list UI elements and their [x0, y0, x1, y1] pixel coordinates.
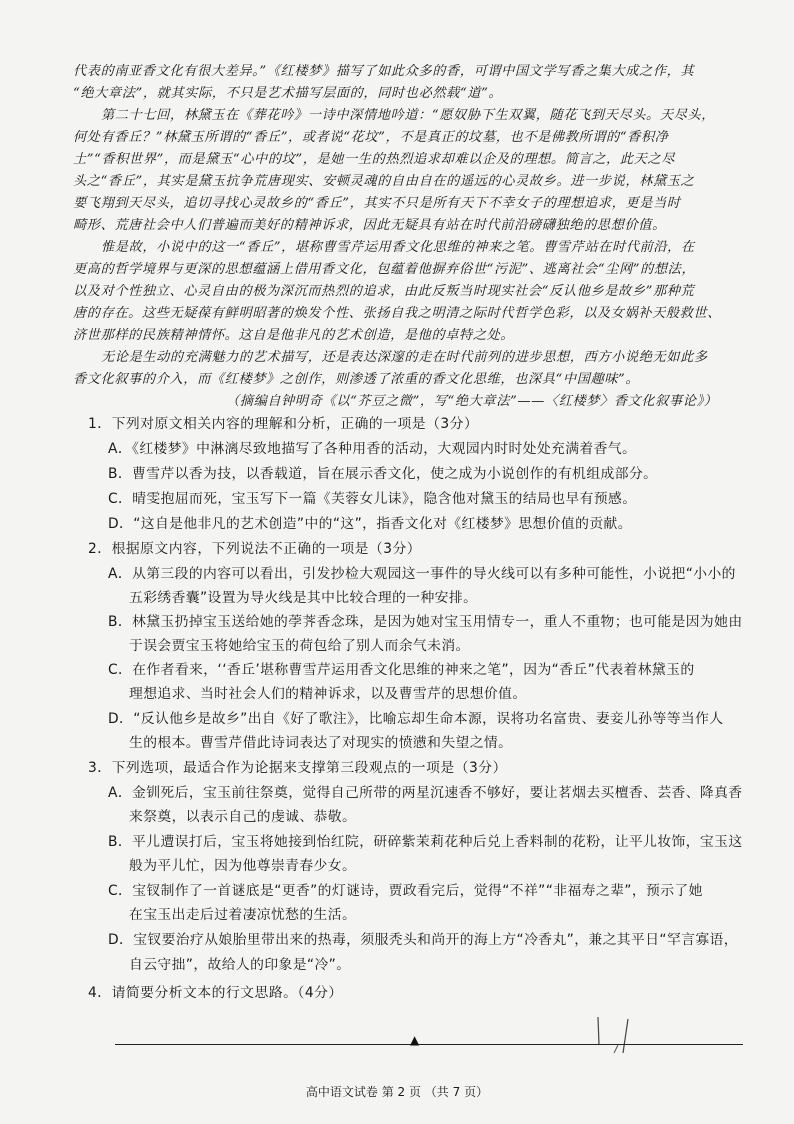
option-d: D．“反认他乡是故乡”出自《好了歌注》，比喻忘却生命本源，误将功名富贵、妻妾儿孙等等当作人 [108, 711, 724, 727]
option-c: C．在作者看来，‘‘香丘’堪称曹雪芹运用香文化思维的神来之笔”，因为“香丘”代表着林黛玉的 [108, 662, 695, 678]
question-stem: 3．下列选项，最适合作为论据来支撑第三段观点的一项是（3分） [88, 760, 507, 776]
option-a: A．金钏死后，宝玉前往祭奠，觉得自己所带的两星沉速香不够好，要让茗烟去买檀香、芸香、降真香 [108, 785, 743, 801]
pen-mark [590, 1015, 650, 1055]
passage-line: 惟是故，小说中的这一“香丘”，堪称曹雪芹运用香文化思维的神来之笔。曹雪芹站在时代前沿，在 [101, 240, 695, 255]
option-c-cont: 在宝玉出走后过着凄凉忧愁的生活。 [129, 907, 357, 923]
passage-source: （摘编自钟明奇《以“芥豆之微”，写“绝大章法”——〈红楼梦〉香文化叙事论》） [226, 394, 718, 409]
passage-line: 第二十七回，林黛玉在《葬花吟》一诗中深情地吟道：“愿奴胁下生双翼，随花飞到天尽头。天尽头， [101, 108, 715, 123]
passage-line: 无论是生动的充满魅力的艺术描写，还是表达深邃的走在时代前列的进步思想，西方小说绝无如此多 [101, 350, 708, 365]
option-b: B．林黛玉扔掉宝玉送给她的荸荠香念珠，是因为她对宝玉用情专一，重人不重物；也可能是因为她由 [108, 614, 743, 630]
option-c-cont: 理想追求、当时社会人们的精神诉求，以及曹雪芹的思想价值。 [129, 686, 527, 702]
option-a-cont: 来祭奠，以表示自己的虔诚、恭敬。 [129, 809, 357, 825]
passage-line: 头之“香丘”，其实是黛玉抗争荒唐现实、安顿灵魂的自由自在的遥远的心灵故乡。进一步说，林黛玉之 [73, 174, 695, 189]
passage-line: 土”“香积世界”，而是黛玉“心中的坟”，是她一生的热烈追求却难以企及的理想。简言之，此天之尽 [73, 152, 675, 167]
answer-divider [115, 1044, 743, 1045]
question-stem: 4．请简要分析文本的行文思路。（4分） [88, 985, 343, 1001]
triangle-marker-icon: ▲ [410, 1033, 420, 1047]
option-b-cont: 于误会贾宝玉将她给宝玉的荷包给了别人而余气未消。 [129, 638, 470, 654]
passage-line: “绝大章法”，就其实际，不只是艺术描写层面的，同时也必然载“道”。 [73, 86, 503, 101]
option-b: B．曹雪芹以香为技，以香载道，旨在展示香文化，使之成为小说创作的有机组成部分。 [108, 466, 658, 482]
option-d-cont: 生的根本。曹雪芹借此诗词表达了对现实的愤懑和失望之情。 [129, 735, 513, 751]
passage-line: 唐的存在。这些无疑葆有鲜明昭著的焕发个性、张扬自我之明清之际时代哲学色彩，以及女娲补天般救世、 [73, 306, 722, 321]
question-stem: 1．下列对原文相关内容的理解和分析，正确的一项是（3分） [88, 416, 479, 432]
option-a-cont: 五彩绣香囊”设置为导火线是其中比较合理的一种安排。 [129, 590, 478, 606]
passage-line: 济世那样的民族精神情怀。这自是他非凡的艺术创造，是他的卓特之处。 [73, 328, 515, 343]
option-a: A．《红楼梦》中淋漓尽致地描写了各种用香的活动，大观园内时时处处充满着香气。 [108, 441, 637, 457]
passage-line: 香文化叙事的介入，而《红楼梦》之创作，则渗透了浓重的香文化思维，也深具“中国趣味”。 [73, 372, 640, 387]
passage-line: 代表的南亚香文化有很大差异。”《红楼梦》描写了如此众多的香，可谓中国文学写香之集大成之作，其 [73, 64, 695, 79]
option-b: B．平儿遭误打后，宝玉将她接到怡红院，研碎紫茉莉花种后兑上香料制的花粉，让平儿妆饰，宝玉这 [108, 834, 743, 850]
option-d: D．宝钗要治疗从娘胎里带出来的热毒，须服秃头和尚开的海上方“冷香丸”，兼之其平日“罕言寡语， [108, 932, 738, 948]
option-c: C．晴雯抱屈而死，宝玉写下一篇《芙蓉女儿诔》，隐含他对黛玉的结局也早有预感。 [108, 491, 637, 507]
option-d-cont: 自云守拙”，故给人的印象是“冷”。 [129, 957, 351, 973]
page-footer: 高中语文试卷 第 2 页 （共 7 页） [305, 1085, 489, 1099]
option-b-cont: 般为平儿忙，因为他尊崇青春少女。 [129, 858, 357, 874]
question-stem: 2．根据原文内容，下列说法不正确的一项是（3分） [88, 541, 422, 557]
option-c: C．宝钗制作了一首谜底是“更香”的灯谜诗，贾政看完后，觉得“不祥”“非福寿之辈”，预示了她 [108, 883, 703, 899]
passage-line: 何处有香丘？”林黛玉所谓的“香丘”，或者说“花坟”，不是真正的坟墓，也不是佛教所谓的“香积净 [73, 130, 669, 145]
passage-line: 以及对个性独立、心灵自由的极为深沉而热烈的追求，由此反叛当时现实社会“反认他乡是故乡”那种荒 [73, 284, 695, 299]
option-a: A．从第三段的内容可以看出，引发抄检大观园这一事件的导火线可以有多种可能性，小说把“小小的 [108, 566, 736, 582]
passage-line: 要飞翔到天尽头，追切寻找心灵故乡的“香丘”，其实不只是所有天下不幸女子的理想追求，更是当时 [73, 196, 681, 211]
option-d: D．“这自是他非凡的艺术创造”中的“这”，指香文化对《红楼梦》思想价值的贡献。 [108, 516, 632, 532]
passage-line: 更高的哲学境界与更深的思想蕴涵上借用香文化，包蕴着他摒弃俗世“污泥”、逃离社会“尘网”的想法， [73, 262, 696, 277]
passage-line: 畸形、荒唐社会中人们普遍而美好的精神诉求，因此无疑具有站在时代前沿磅礴独绝的思想价值。 [73, 218, 666, 233]
